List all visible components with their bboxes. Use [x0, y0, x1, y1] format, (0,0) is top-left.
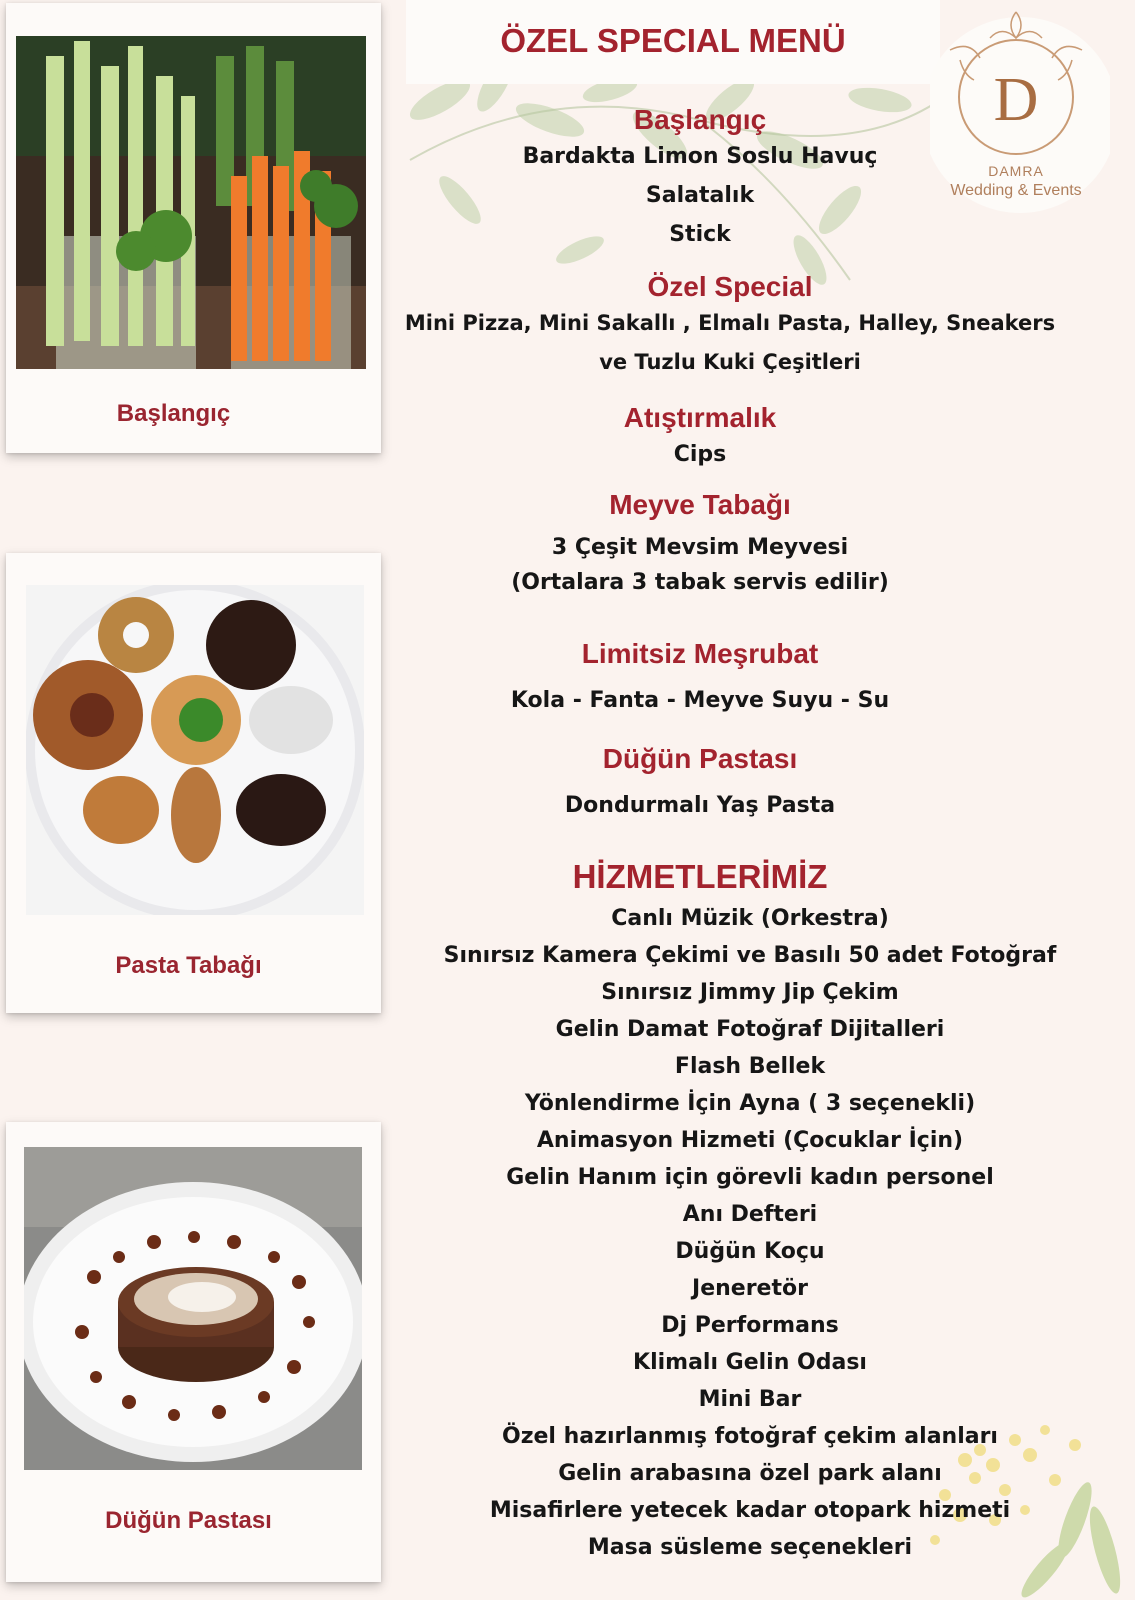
service-item: Düğün Koçu: [675, 1239, 825, 1264]
logo-tagline: Wedding & Events: [950, 182, 1082, 199]
pastry-plate-photo: [26, 585, 364, 915]
section-heading: Başlangıç: [633, 104, 767, 135]
section-heading: HİZMETLERİMİZ: [572, 858, 828, 895]
section-services: [420, 858, 980, 896]
service-item: Canlı Müzik (Orkestra): [611, 906, 889, 931]
photo-caption: Başlangıç: [116, 400, 231, 427]
menu-item: Kola - Fanta - Meyve Suyu - Su: [510, 688, 890, 713]
service-item: Animasyon Hizmeti (Çocuklar İçin): [536, 1128, 964, 1153]
section-cake: [420, 742, 980, 825]
page-title: ÖZEL SPECIAL MENÜ: [500, 22, 846, 59]
photo-caption: Düğün Pastası: [105, 1507, 272, 1534]
section-snack: [420, 401, 980, 474]
section-special: [390, 270, 1070, 382]
service-item: Dj Performans: [661, 1313, 839, 1338]
service-item: Masa süsleme seçenekleri: [587, 1535, 913, 1560]
menu-item: Salatalık: [645, 183, 755, 208]
photo-card-pastry: [6, 553, 381, 1013]
menu-item: (Ortalara 3 tabak servis edilir): [511, 570, 889, 595]
services-list: [415, 900, 1085, 1566]
section-heading: Düğün Pastası: [602, 743, 798, 774]
service-item: Misafirlere yetecek kadar otopark hizmeti: [489, 1498, 1011, 1523]
menu-item: Bardakta Limon Soslu Havuç: [522, 144, 878, 169]
service-item: Jeneretör: [692, 1276, 808, 1301]
menu-item: Stick: [669, 222, 731, 247]
logo-letter: D: [993, 66, 1039, 134]
service-item: Özel hazırlanmış fotoğraf çekim alanları: [502, 1424, 998, 1449]
section-drinks: [420, 637, 980, 720]
service-item: Anı Defteri: [682, 1202, 818, 1227]
service-item: Flash Bellek: [674, 1054, 826, 1079]
service-item: Sınırsız Jimmy Jip Çekim: [601, 980, 899, 1005]
menu-item: Mini Pizza, Mini Sakallı , Elmalı Pasta, Halley, Sneakers: [404, 311, 1056, 335]
photo-card-cake: [6, 1122, 381, 1582]
section-fruit: [420, 488, 980, 600]
service-item: Sınırsız Kamera Çekimi ve Basılı 50 adet Fotoğraf: [443, 943, 1057, 968]
menu-item: 3 Çeşit Mevsim Meyvesi: [551, 535, 849, 560]
menu-item: Dondurmalı Yaş Pasta: [564, 793, 836, 818]
service-item: Yönlendirme İçin Ayna ( 3 seçenekli): [524, 1091, 976, 1116]
menu-item: ve Tuzlu Kuki Çeşitleri: [599, 350, 861, 374]
photo-card-starter: [6, 3, 381, 453]
service-item: Gelin Damat Fotoğraf Dijitalleri: [555, 1017, 945, 1042]
section-heading: Özel Special: [647, 271, 813, 302]
menu-item: Cips: [673, 442, 727, 467]
service-item: Gelin arabasına özel park alanı: [558, 1461, 942, 1486]
logo-brand: DAMRA: [988, 163, 1044, 179]
section-starter: [420, 103, 980, 254]
wedding-cake-photo: [24, 1147, 362, 1470]
service-item: Mini Bar: [698, 1387, 802, 1412]
vegetable-sticks-photo: [16, 36, 366, 369]
photo-caption: Pasta Tabağı: [115, 952, 262, 979]
service-item: Klimalı Gelin Odası: [633, 1350, 867, 1375]
section-heading: Limitsiz Meşrubat: [581, 638, 819, 669]
section-heading: Meyve Tabağı: [609, 489, 791, 520]
service-item: Gelin Hanım için görevli kadın personel: [506, 1165, 994, 1190]
section-heading: Atıştırmalık: [623, 402, 777, 433]
